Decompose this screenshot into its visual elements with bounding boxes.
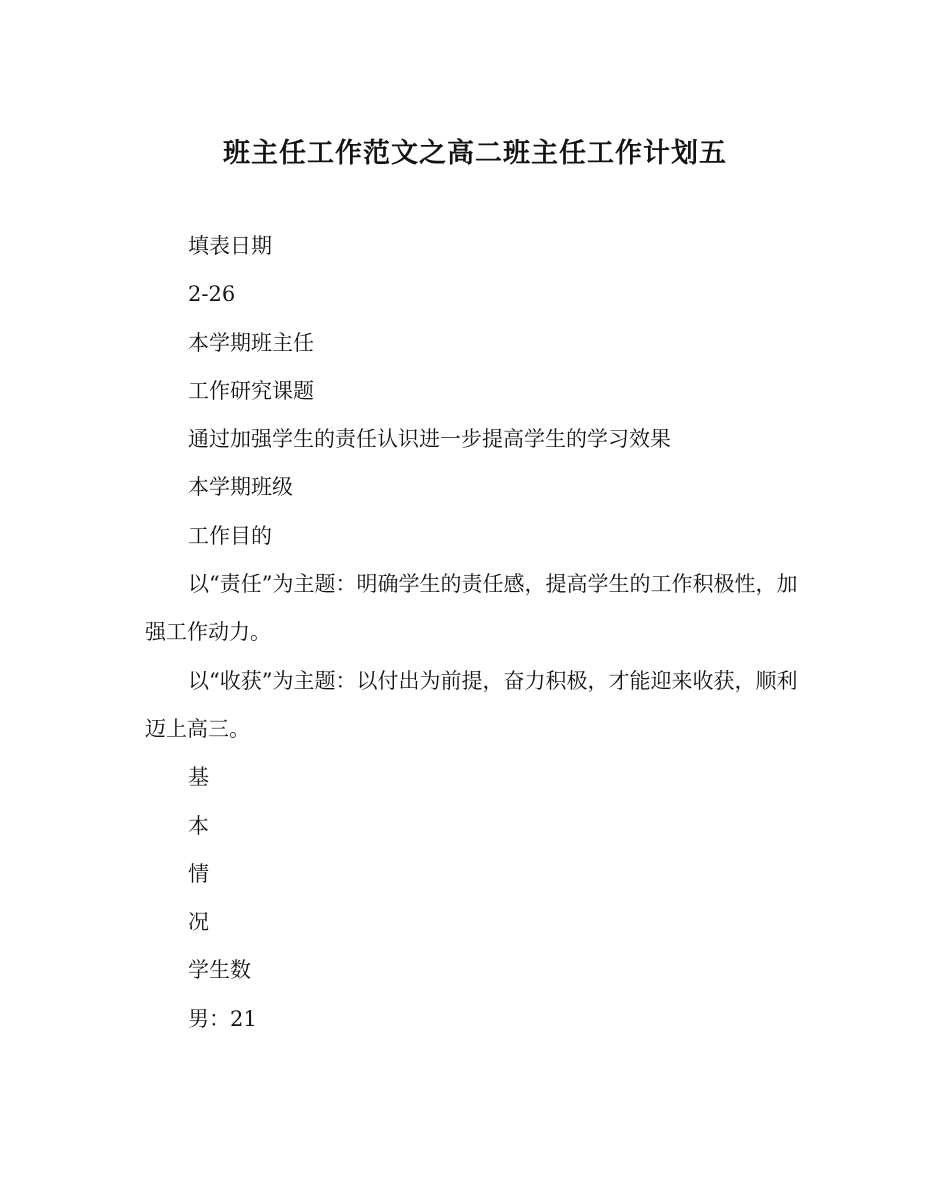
paragraph-fill-date-value: 2-26 [188,282,236,307]
paragraph-basic-char-1: 基 [188,765,209,790]
paragraph-class-goal-label-2: 工作目的 [188,523,272,548]
paragraph-class-goal-label-1: 本学期班级 [188,475,293,500]
paragraph-basic-char-4: 况 [188,910,209,935]
document-title: 班主任工作范文之高二班主任工作计划五 [223,138,727,169]
paragraph-male-count: 男：21 [188,1006,257,1031]
paragraph-basic-char-2: 本 [188,813,209,838]
paragraph-basic-char-3: 情 [188,861,209,886]
paragraph-research-topic-label-2: 工作研究课题 [188,378,314,403]
paragraph-harvest-theme: 以“收获”为主题：以付出为前提，奋力积极，才能迎来收获，顺利迈上高三。 [145,668,798,741]
paragraph-student-count-label: 学生数 [188,958,251,983]
paragraph-fill-date-label: 填表日期 [188,234,272,258]
document-body [145,222,815,1043]
paragraph-research-topic-value: 通过加强学生的责任认识进一步提高学生的学习效果 [188,427,671,452]
paragraph-research-topic-label-1: 本学期班主任 [188,330,314,355]
paragraph-responsibility-theme: 以“责任”为主题：明确学生的责任感，提高学生的工作积极性，加强工作动力。 [145,572,798,645]
